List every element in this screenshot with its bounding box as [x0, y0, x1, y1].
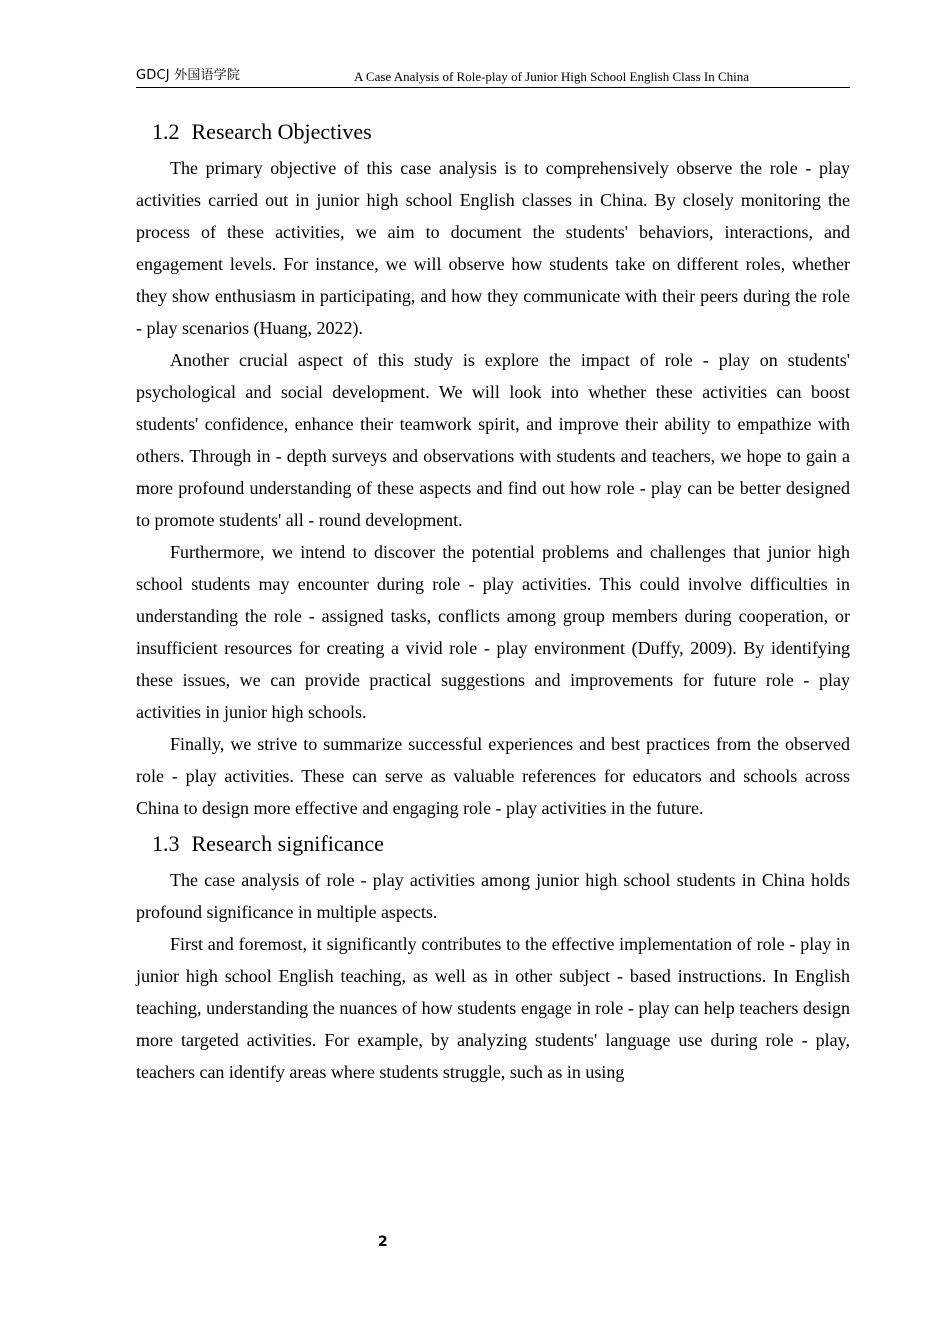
- section-number: 1.3: [152, 831, 180, 856]
- section-title: Research Objectives: [191, 119, 372, 144]
- paragraph: Furthermore, we intend to discover the potential problems and challenges that junior high school students may encounter during role - play activities. This could involve difficulties in understanding the role - assigned tasks, conflicts among group members during cooperation, or insufficient resources for creating a vivid role - play environment (Duffy, 2009). By identifying these issues, we can provide practical suggestions and improvements for future role - play activities in junior high schools.: [136, 542, 850, 722]
- section-title: Research significance: [191, 831, 384, 856]
- section-heading-objectives: [136, 112, 850, 152]
- section-heading-significance: [136, 824, 850, 864]
- paragraph: Finally, we strive to summarize successful experiences and best practices from the observed role - play activities. These can serve as valuable references for educators and schools across China to design more effective and engaging role - play activities in the future.: [136, 734, 850, 818]
- paragraph: First and foremost, it significantly contributes to the effective implementation of role - play in junior high school English teaching, as well as in other subject - based instructions. In English teaching, understanding the nuances of how students engage in role - play can help teachers design more targeted activities. For example, by analyzing students' language use during role - play, teachers can identify areas where students struggle, such as in using: [136, 934, 850, 1082]
- running-header: [136, 67, 850, 88]
- header-paper-title: A Case Analysis of Role-play of Junior High School English Class In China: [354, 69, 750, 84]
- header-institution: GDCJ 外国语学院: [136, 68, 241, 83]
- paragraph: The case analysis of role - play activities among junior high school students in China holds profound significance in multiple aspects.: [136, 870, 850, 922]
- paragraph: The primary objective of this case analysis is to comprehensively observe the role - play activities carried out in junior high school English classes in China. By closely monitoring the process of these activities, we aim to document the students' behaviors, interactions, and engagement levels. For instance, we will observe how students take on different roles, whether they show enthusiasm in participating, and how they communicate with their peers during the role - play scenarios (Huang, 2022).: [136, 158, 850, 338]
- page-content: [136, 112, 850, 1088]
- section-number: 1.2: [152, 119, 180, 144]
- paragraph: Another crucial aspect of this study is explore the impact of role - play on students' psychological and social development. We will look into whether these activities can boost students' confidence, enhance their teamwork spirit, and improve their ability to empathize with others. Through in - depth surveys and observations with students and teachers, we hope to gain a more profound understanding of these aspects and find out how role - play can be better designed to promote students' all - round development.: [136, 350, 850, 530]
- page-number: 2: [378, 1234, 388, 1250]
